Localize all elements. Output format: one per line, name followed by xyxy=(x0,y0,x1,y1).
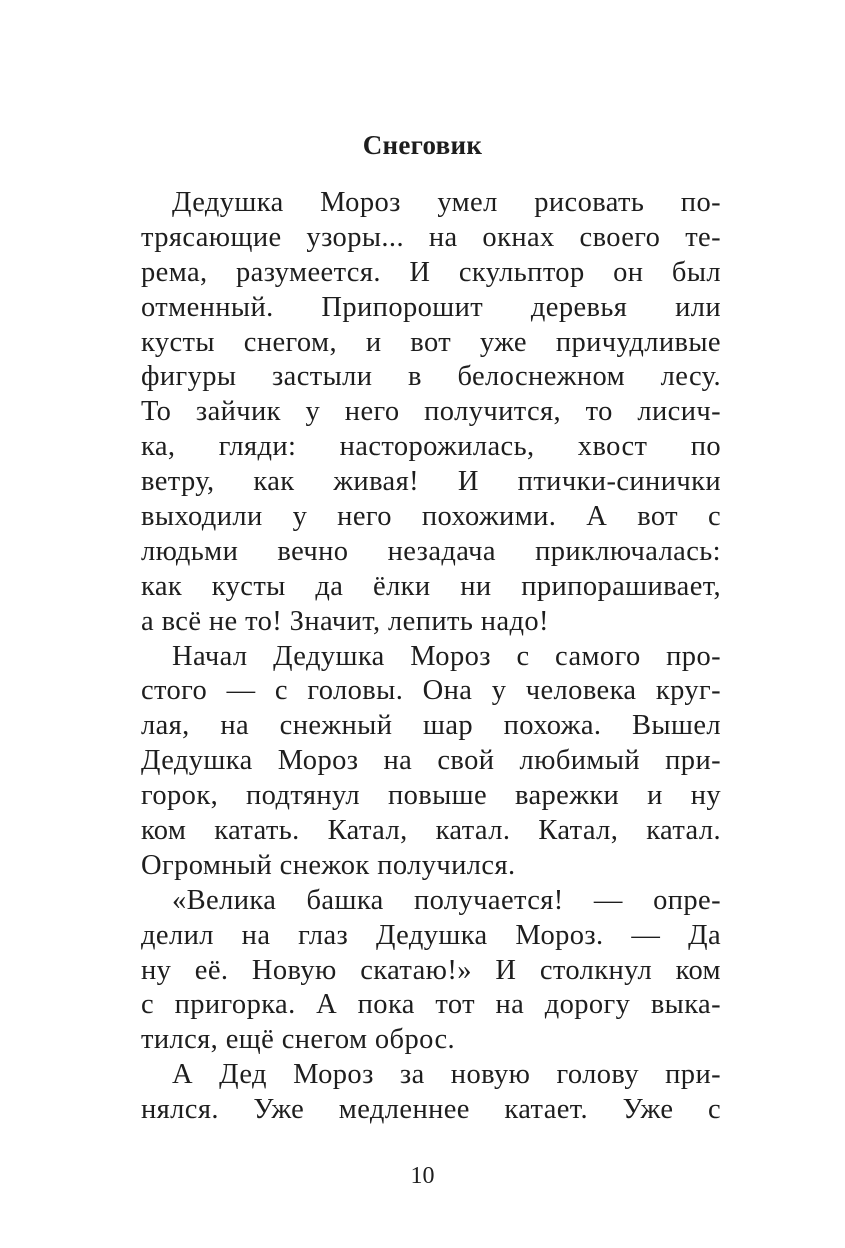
text-line: делил на глаз Дедушка Мороз. — Да xyxy=(141,919,721,951)
text-line: ветру, как живая! И птички-синички xyxy=(141,466,721,498)
text-line: фигуры застыли в белоснежном лесу. xyxy=(141,361,721,393)
text-line: Огромный снежок получился. xyxy=(141,849,516,881)
text-line: Дедушка Мороз на свой любимый при- xyxy=(141,745,721,777)
paragraph xyxy=(141,640,721,884)
text-line: кусты снегом, и вот уже причудливые xyxy=(141,326,721,358)
paragraph xyxy=(141,884,721,1058)
text-line: выходили у него похожими. А вот с xyxy=(141,501,721,533)
text-line: тился, ещё снегом оброс. xyxy=(141,1024,456,1056)
text-line: людьми вечно незадача приключалась: xyxy=(141,535,721,567)
text-line: горок, подтянул повыше варежки и ну xyxy=(141,780,721,812)
text-line: нялся. Уже медленнее катает. Уже с xyxy=(141,1094,721,1126)
text-line: рема, разумеется. И скульптор он был xyxy=(141,256,721,288)
paragraph xyxy=(141,186,721,640)
text-line: трясающие узоры... на окнах своего те- xyxy=(141,221,721,253)
text-line: «Велика башка получается! — опре- xyxy=(172,884,721,916)
text-line: отменный. Припорошит деревья или xyxy=(141,291,721,323)
text-line: стого — с головы. Она у человека круг- xyxy=(141,675,721,707)
text-line: Дедушка Мороз умел рисовать по- xyxy=(172,187,721,218)
text-line: ка, гляди: насторожилась, хвост по xyxy=(141,431,721,463)
page-number: 10 xyxy=(410,1163,435,1189)
body-text xyxy=(141,186,721,1128)
text-line: с пригорка. А пока тот на дорогу выка- xyxy=(141,989,721,1021)
chapter-title: Снеговик xyxy=(362,130,483,160)
text-line: ну её. Новую скатаю!» И столкнул ком xyxy=(141,954,721,986)
paragraph xyxy=(141,1058,721,1128)
text-line: ком катать. Катал, катал. Катал, катал. xyxy=(141,815,721,847)
text-line: То зайчик у него получится, то лисич- xyxy=(141,396,721,428)
text-line: лая, на снежный шар похожа. Вышел xyxy=(141,710,721,742)
text-line: Начал Дедушка Мороз с самого про- xyxy=(172,640,721,672)
text-line: а всё не то! Значит, лепить надо! xyxy=(141,605,549,637)
text-line: как кусты да ёлки ни припорашивает, xyxy=(141,570,721,602)
text-line: А Дед Мороз за новую голову при- xyxy=(172,1059,721,1091)
